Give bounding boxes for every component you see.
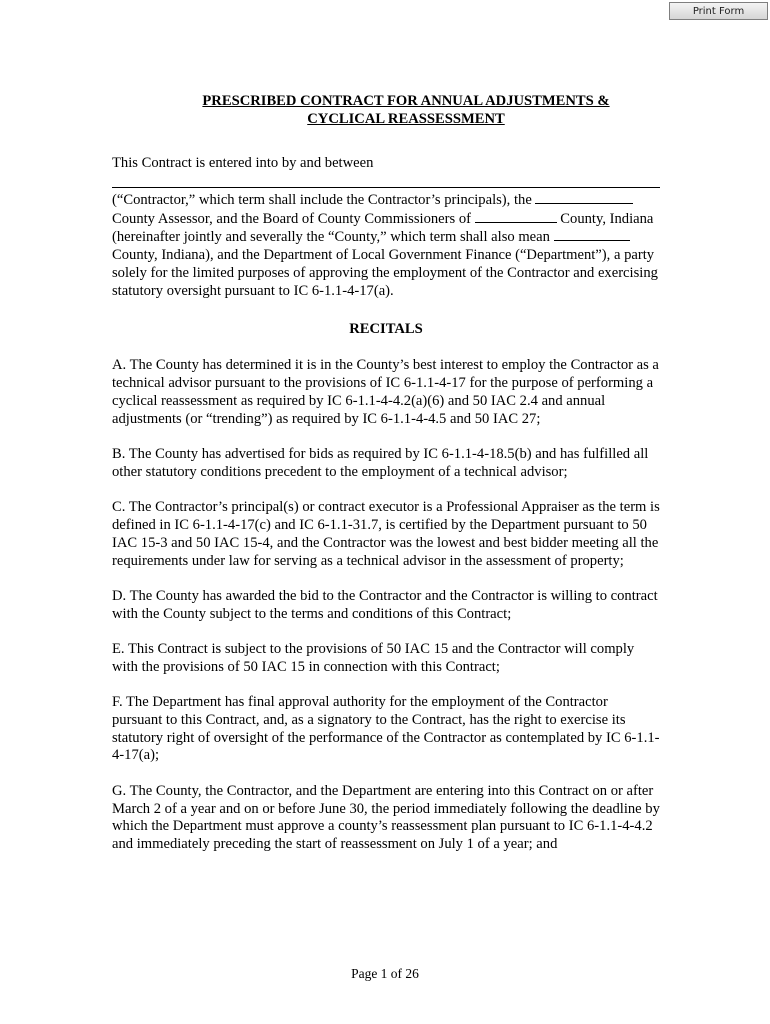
intro-body: [112, 191, 660, 301]
county-name-field-2[interactable]: [475, 210, 557, 223]
intro-text-2: County Assessor, and the Board of County Commissioners of: [112, 210, 471, 227]
print-form-button[interactable]: Print Form: [669, 2, 768, 20]
intro-line-1: This Contract is entered into by and between: [112, 155, 374, 171]
county-name-field-3[interactable]: [554, 228, 630, 241]
contractor-name-field[interactable]: [112, 173, 660, 188]
recital-g: G. The County, the Contractor, and the Department are entering into this Contract on or after March 2 of a year and on or before June 30, the period immediately following the deadline by which the Department must approve a county’s reassessment plan pursuant to IC 6-1.1-4-4.2 and immediately preceding the start of reassessment on July 1 of a year; and: [112, 782, 660, 853]
title-line-2: CYCLICAL REASSESSMENT: [307, 111, 505, 127]
recital-e: E. This Contract is subject to the provisions of 50 IAC 15 and the Contractor will comply with the provisions of 50 IAC 15 in connection with this Contract;: [112, 640, 635, 675]
recital-f: F. The Department has final approval authority for the employment of the Contractor pursuant to this Contract, and, as a signatory to the Contract, has the right to exercise its statutory right of oversight of the performance of the Contractor as contemplated by IC 6-1.1-4-17(a);: [112, 694, 660, 764]
recital-c: C. The Contractor’s principal(s) or contract executor is a Professional Appraiser as the term is defined in IC 6-1.1-4-17(c) and IC 6-1.1-31.7, is certified by the Department pursuant to 50 IAC 15-3 and 50 IAC 15-4, and the Contractor was the lowest and best bidder meeting all the requirements under law for serving as a technical advisor in the assessment of property;: [112, 499, 660, 569]
intro-text-1: (“Contractor,” which term shall include the Contractor’s principals), the: [112, 191, 532, 208]
recitals-heading: RECITALS: [349, 320, 423, 337]
intro-text-4: County, Indiana), and the Department of Local Government Finance (“Department”), a party solely for the limited purposes of approving the employment of the Contractor and exercising statutory oversight pursuant to IC 6-1.1-4-17(a).: [112, 247, 658, 299]
intro-paragraph: [112, 155, 660, 301]
recital-b: B. The County has advertised for bids as required by IC 6-1.1-4-18.5(b) and has fulfilled all other statutory conditions precedent to the employment of a technical advisor;: [112, 446, 649, 480]
intro-text-3: County, Indiana (hereinafter jointly and severally the “County,” which term shall also mean: [112, 210, 654, 246]
title-line-1: PRESCRIBED CONTRACT FOR ANNUAL ADJUSTMENTS &: [202, 93, 610, 109]
document-title: [152, 92, 660, 128]
recital-a: A. The County has determined it is in the County’s best interest to employ the Contractor as a technical advisor pursuant to the provisions of IC 6-1.1-4-17 for the purpose of performing a cyclical reassessment as required by IC 6-1.1-4-4.2(a)(6) and 50 IAC 2.4 and annual adjustments (or “trending”) as required by IC 6-1.1-4-4.5 and 50 IAC 27;: [112, 357, 659, 427]
document-page: [112, 92, 660, 871]
county-name-field-1[interactable]: [535, 191, 633, 204]
page-number: Page 1 of 26: [351, 966, 419, 981]
recital-d: D. The County has awarded the bid to the Contractor and the Contractor is willing to contract with the County subject to the terms and conditions of this Contract;: [112, 587, 658, 622]
